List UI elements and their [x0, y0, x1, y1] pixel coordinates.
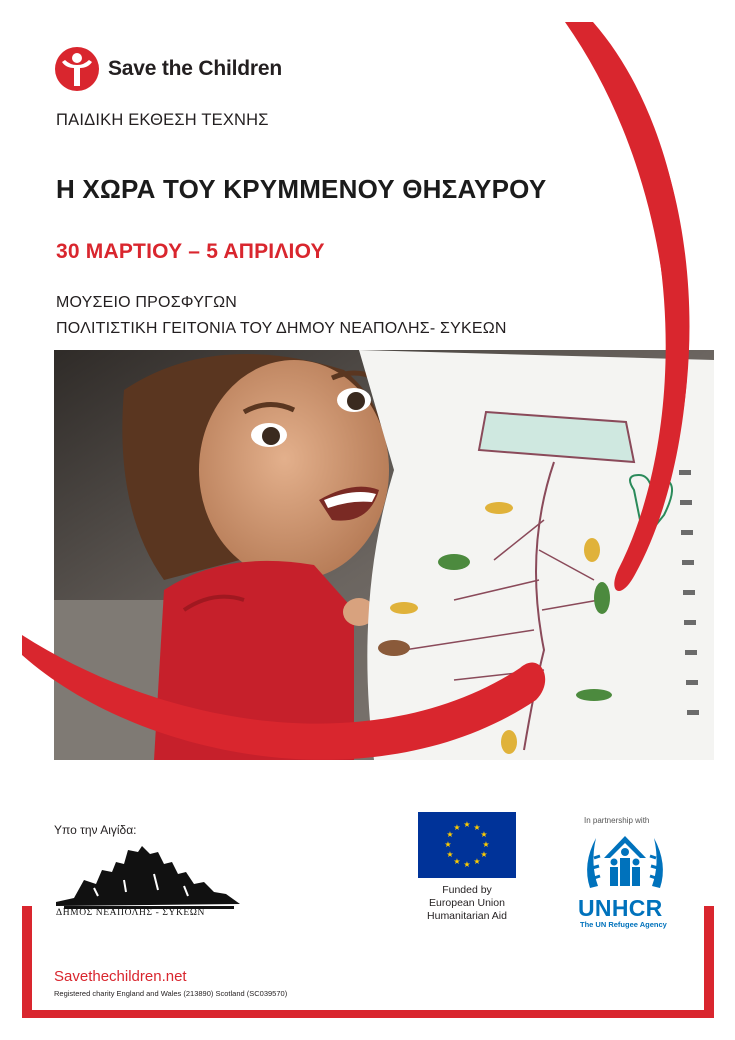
svg-text:★: ★ — [480, 830, 488, 839]
footer-frame-bottom — [22, 1010, 714, 1018]
logo-text: Save the Children — [108, 57, 282, 80]
eu-flag-icon — [418, 812, 516, 878]
footer-frame-left — [22, 906, 32, 1018]
save-the-children-logo[interactable] — [54, 44, 282, 94]
svg-text:★: ★ — [473, 823, 481, 832]
charity-registration: Registered charity England and Wales (213890) Scotland (SC039570) — [54, 989, 288, 998]
eu-caption-line-2: European Union — [429, 897, 505, 909]
eu-caption-line-1: Funded by — [442, 884, 492, 896]
svg-text:★: ★ — [463, 820, 471, 829]
svg-text:★: ★ — [453, 823, 461, 832]
footer-frame-right — [704, 906, 714, 1018]
unhcr-name: UNHCR — [578, 895, 663, 921]
svg-text:★: ★ — [453, 857, 461, 866]
aegis-label: Υπο την Αιγίδα: — [54, 823, 137, 837]
event-kicker: ΠΑΙΔΙΚΗ ΕΚΘΕΣΗ ΤΕΧΝΗΣ — [56, 111, 269, 129]
svg-text:★: ★ — [482, 840, 490, 849]
svg-text:★: ★ — [444, 840, 452, 849]
municipality-name: ΔΗΜΟΣ ΝΕΑΠΟΛΗΣ - ΣΥΚΕΩΝ — [56, 908, 205, 918]
svg-text:★: ★ — [463, 860, 471, 869]
website-link[interactable]: Savethechildren.net — [54, 968, 187, 985]
svg-text:★: ★ — [446, 850, 454, 859]
unhcr-subtitle: The UN Refugee Agency — [580, 920, 667, 929]
unhcr-partner-label: In partnership with — [584, 816, 650, 825]
svg-text:★: ★ — [473, 857, 481, 866]
svg-text:★: ★ — [446, 830, 454, 839]
eu-caption — [408, 884, 526, 923]
unhcr-emblem-icon — [580, 828, 670, 894]
eu-caption-line-3: Humanitarian Aid — [427, 910, 507, 922]
svg-text:★: ★ — [480, 850, 488, 859]
child-with-drawing-photo — [54, 350, 714, 760]
venue-line-2: ΠΟΛΙΤΙΣΤΙΚΗ ΓΕΙΤΟΝΙΑ ΤΟΥ ΔΗΜΟΥ ΝΕΑΠΟΛΗΣ- ΣΥΚΕΩΝ — [56, 320, 507, 337]
venue-line-1: ΜΟΥΣΕΙΟ ΠΡΟΣΦΥΓΩΝ — [56, 294, 238, 311]
event-dates: 30 ΜΑΡΤΙΟΥ – 5 ΑΠΡΙΛΙΟΥ — [56, 240, 325, 263]
save-the-children-person-icon — [54, 46, 100, 92]
event-title: Η ΧΩΡΑ ΤΟΥ ΚΡΥΜΜΕΝΟΥ ΘΗΣΑΥΡΟΥ — [56, 174, 547, 204]
